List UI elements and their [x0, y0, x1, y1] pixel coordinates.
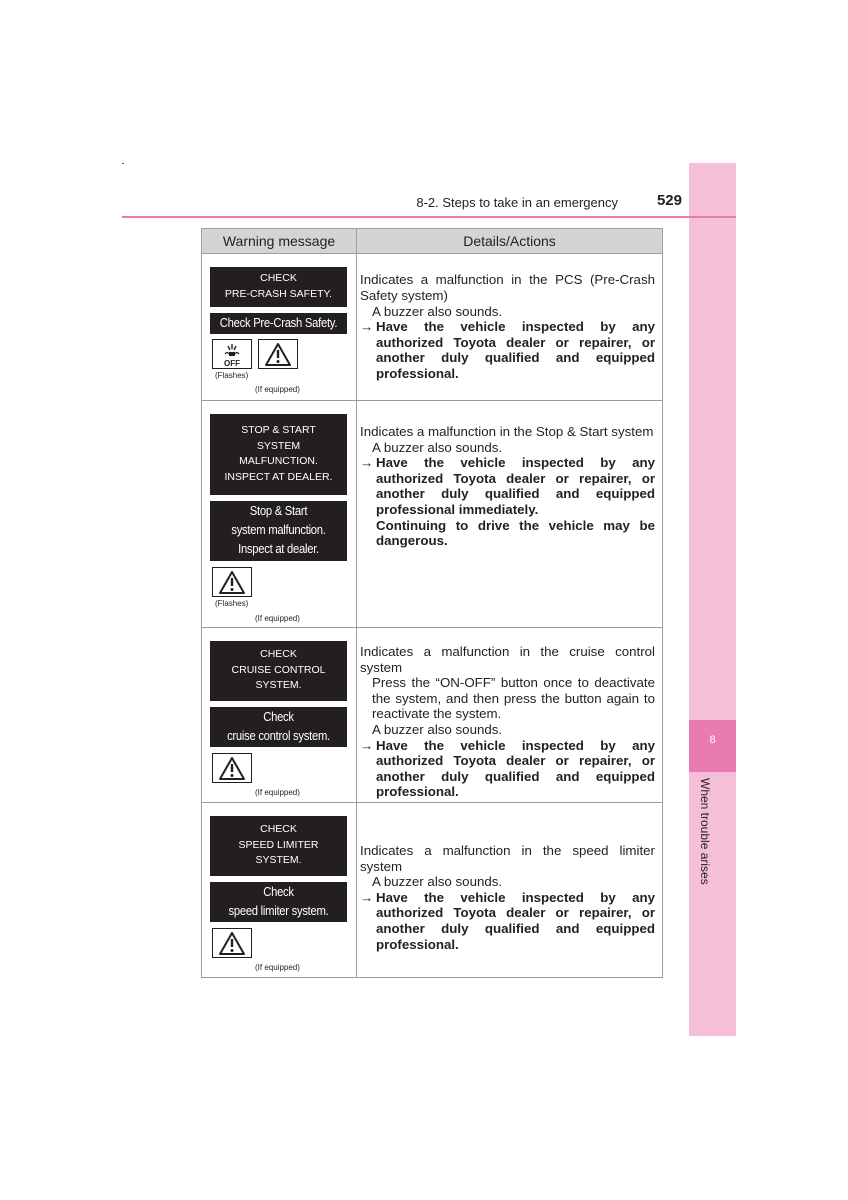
arrow-icon: → — [360, 889, 374, 905]
off-label: OFF — [224, 359, 240, 368]
detail-intro: Indicates a malfunction in the PCS (Pre-Crash Safety system) — [360, 272, 655, 304]
multi-line: Check — [263, 885, 294, 899]
lcd-line: CHECK — [260, 648, 297, 660]
page-number: 529 — [656, 192, 682, 209]
lcd-line: SYSTEM — [256, 439, 301, 452]
page-mark — [122, 163, 124, 164]
lcd-line: MALFUNCTION. — [239, 455, 318, 467]
lcd-message — [210, 816, 347, 876]
multi-line: Check — [263, 710, 294, 724]
warning-triangle-icon — [218, 570, 246, 595]
detail-action — [360, 890, 655, 952]
multi-display-message — [210, 501, 347, 561]
details-cell — [357, 803, 663, 978]
lcd-line: SPEED LIMITER — [238, 838, 319, 851]
warning-message-table — [201, 228, 663, 978]
detail-note: A buzzer also sounds. — [372, 439, 503, 455]
master-warning-indicator — [212, 753, 252, 783]
detail-action-extra: Continuing to drive the vehicle may be dangerous. — [376, 517, 655, 549]
warning-triangle-icon — [218, 931, 246, 956]
master-warning-indicator — [258, 339, 298, 369]
arrow-icon: → — [360, 455, 374, 471]
warning-triangle-icon — [264, 342, 292, 367]
detail-intro: Indicates a malfunction in the cruise control system — [360, 644, 655, 675]
warning-cell — [202, 628, 357, 803]
action-text: Have the vehicle inspected by any authorized Toyota dealer or repairer, or another duly qualified and equipped professional. — [376, 889, 655, 952]
column-header-warning: Warning message — [202, 229, 357, 254]
multi-display-message — [210, 707, 347, 747]
details-cell — [357, 401, 663, 628]
flashes-note: (Flashes) — [215, 599, 249, 608]
detail-note: A buzzer also sounds. — [372, 874, 503, 890]
table-row — [202, 401, 663, 628]
chapter-side-tab — [689, 163, 736, 1036]
if-equipped-note: (If equipped) — [255, 385, 300, 394]
warning-cell — [202, 254, 357, 401]
warning-cell — [202, 803, 357, 978]
detail-note: A buzzer also sounds. — [372, 303, 503, 319]
chapter-number: 8 — [689, 720, 736, 772]
section-title: 8-2. Steps to take in an emergency — [416, 195, 618, 210]
multi-line: Stop & Start — [249, 504, 308, 518]
chapter-label: When trouble arises — [698, 778, 712, 885]
lcd-line: CHECK — [260, 823, 297, 835]
multi-display-message — [210, 882, 347, 922]
warning-triangle-icon — [218, 756, 246, 781]
flashes-note: (Flashes) — [215, 371, 249, 380]
master-warning-indicator — [212, 928, 252, 958]
detail-note: A buzzer also sounds. — [372, 721, 503, 737]
header-rule — [122, 216, 736, 218]
lcd-line: PRE-CRASH SAFETY. — [224, 287, 333, 300]
lcd-message — [210, 414, 347, 495]
action-text: Have the vehicle inspected by any authorized Toyota dealer or repairer, or another duly qualified and equipped professional. — [376, 737, 655, 800]
lcd-line: STOP & START — [241, 424, 316, 436]
multi-display-message — [210, 313, 347, 334]
details-cell — [357, 254, 663, 401]
warning-cell — [202, 401, 357, 628]
pcs-off-indicator — [212, 339, 252, 369]
lcd-line: SYSTEM. — [255, 854, 302, 866]
lcd-line: SYSTEM. — [255, 679, 302, 691]
action-text: Have the vehicle inspected by any authorized Toyota dealer or repairer, or another duly qualified and equipped professional. — [376, 319, 655, 381]
if-equipped-note: (If equipped) — [255, 614, 300, 623]
arrow-icon: → — [360, 319, 374, 335]
column-header-details: Details/Actions — [357, 229, 663, 254]
detail-intro: Indicates a malfunction in the Stop & Start system — [360, 424, 654, 439]
multi-line: Inspect at dealer. — [238, 542, 319, 556]
detail-action — [360, 319, 655, 381]
lcd-message — [210, 641, 347, 701]
action-text: Have the vehicle inspected by any authorized Toyota dealer or repairer, or another duly qualified and equipped professional immediately. — [376, 455, 655, 517]
detail-action — [360, 738, 655, 800]
lcd-line: INSPECT AT DEALER. — [224, 470, 333, 483]
if-equipped-note: (If equipped) — [255, 963, 300, 972]
lcd-line: CRUISE CONTROL — [231, 663, 326, 676]
table-row — [202, 628, 663, 803]
detail-note-deactivate: Press the “ON-OFF” button once to deactivate the system, and then press the button again to reactivate the system. — [372, 675, 655, 722]
multi-line: system malfunction. — [231, 523, 326, 537]
details-cell — [357, 628, 663, 803]
pcs-off-icon — [216, 342, 248, 368]
detail-intro: Indicates a malfunction in the speed limiter system — [360, 843, 655, 874]
multi-line: cruise control system. — [227, 729, 330, 743]
table-row — [202, 254, 663, 401]
multi-line: speed limiter system. — [228, 904, 329, 918]
table-row — [202, 803, 663, 978]
master-warning-indicator — [212, 567, 252, 597]
lcd-line: CHECK — [260, 272, 297, 284]
table-header-row — [202, 229, 663, 254]
lcd-message — [210, 267, 347, 307]
multi-line: Check Pre-Crash Safety. — [219, 316, 338, 330]
if-equipped-note: (If equipped) — [255, 788, 300, 797]
detail-action — [360, 455, 655, 517]
arrow-icon: → — [360, 737, 374, 753]
